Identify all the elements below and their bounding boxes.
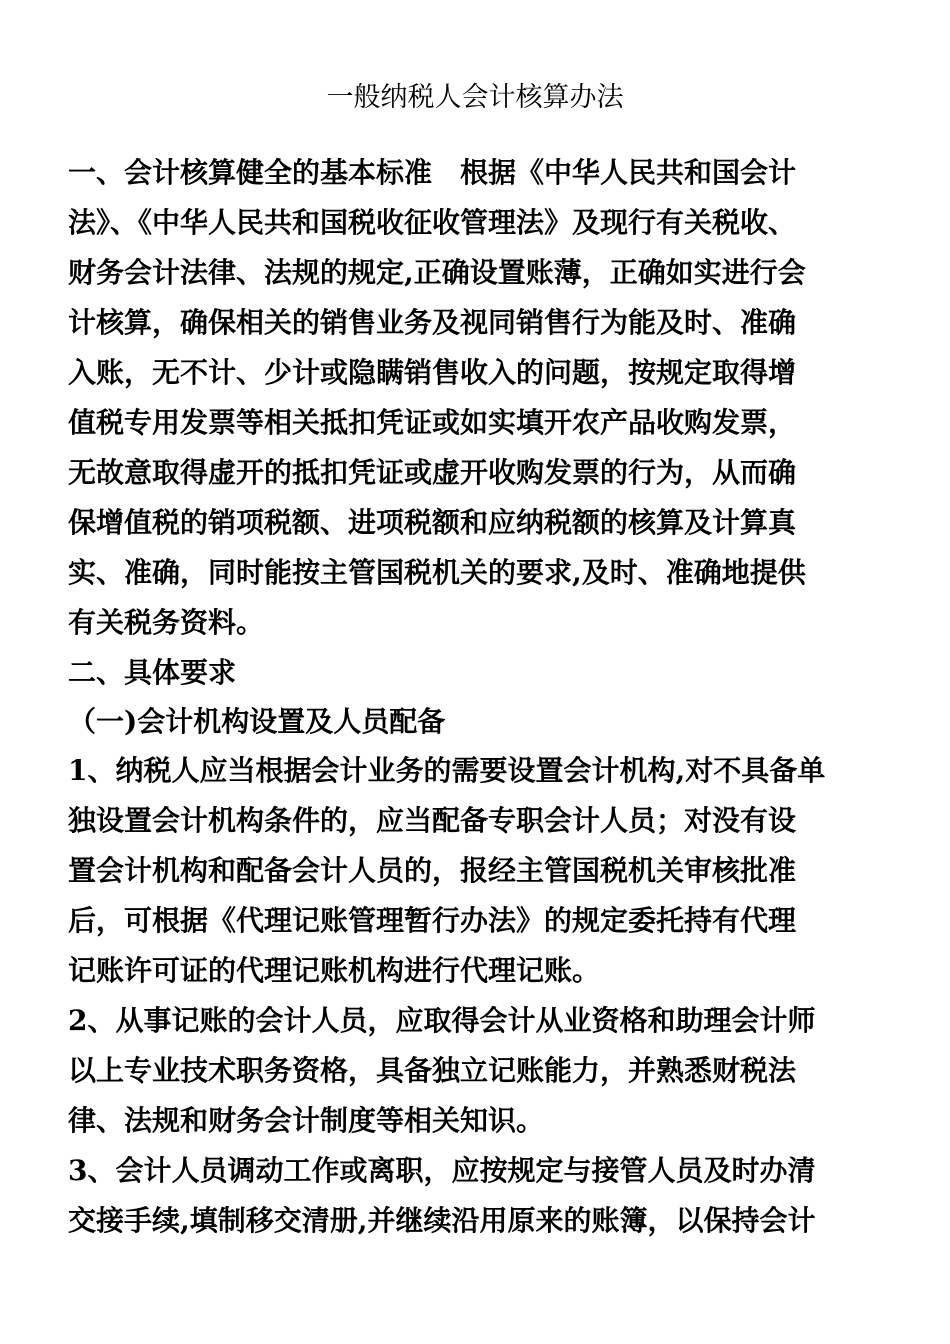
section-heading: 二、具体要求 — [68, 656, 237, 689]
body-line: 置会计机构和配备会计人员的，报经主管国税机关审核批准 — [68, 854, 797, 887]
body-line: 3、会计人员调动工作或离职，应按规定与接管人员及时办清 — [68, 1154, 816, 1187]
body-line: 2、从事记账的会计人员，应取得会计从业资格和助理会计师 — [68, 1004, 816, 1037]
body-line: 独设置会计机构条件的，应当配备专职会计人员；对没有设 — [68, 804, 797, 837]
subsection-heading: （一)会计机构设置及人员配备 — [68, 705, 446, 738]
body-line: 记账许可证的代理记账机构进行代理记账。 — [68, 954, 601, 987]
document-title: 一般纳税人会计核算办法 — [326, 82, 624, 113]
body-line: 一、会计核算健全的基本标准 根据《中华人民共和国会计 — [68, 156, 797, 189]
document-body — [68, 148, 888, 1246]
body-line: 1、纳税人应当根据会计业务的需要设置会计机构,对不具备单 — [68, 754, 826, 787]
body-line: 律、法规和财务会计制度等相关知识。 — [68, 1104, 545, 1137]
body-line: 无故意取得虚开的抵扣凭证或虚开收购发票的行为，从而确 — [68, 456, 797, 489]
body-line: 实、准确，同时能按主管国税机关的要求,及时、准确地提供 — [68, 556, 806, 589]
body-line: 财务会计法律、法规的规定,正确设置账薄，正确如实进行会 — [68, 256, 806, 289]
body-line: 以上专业技术职务资格，具备独立记账能力，并熟悉财税法 — [68, 1054, 797, 1087]
body-line: 后，可根据《代理记账管理暂行办法》的规定委托持有代理 — [68, 904, 797, 937]
body-line: 入账，无不计、少计或隐瞒销售收入的问题，按规定取得增 — [68, 356, 797, 389]
body-line: 计核算，确保相关的销售业务及视同销售行为能及时、准确 — [68, 306, 797, 339]
body-line: 值税专用发票等相关抵扣凭证或如实填开农产品收购发票， — [68, 406, 797, 439]
body-line: 保增值税的销项税额、进项税额和应纳税额的核算及计算真 — [68, 506, 797, 539]
body-line: 交接手续,填制移交清册,并继续沿用原来的账簿，以保持会计 — [68, 1204, 816, 1237]
body-line: 有关税务资料。 — [68, 606, 265, 639]
body-line: 法》、《中华人民共和国税收征收管理法》及现行有关税收、 — [68, 206, 797, 239]
